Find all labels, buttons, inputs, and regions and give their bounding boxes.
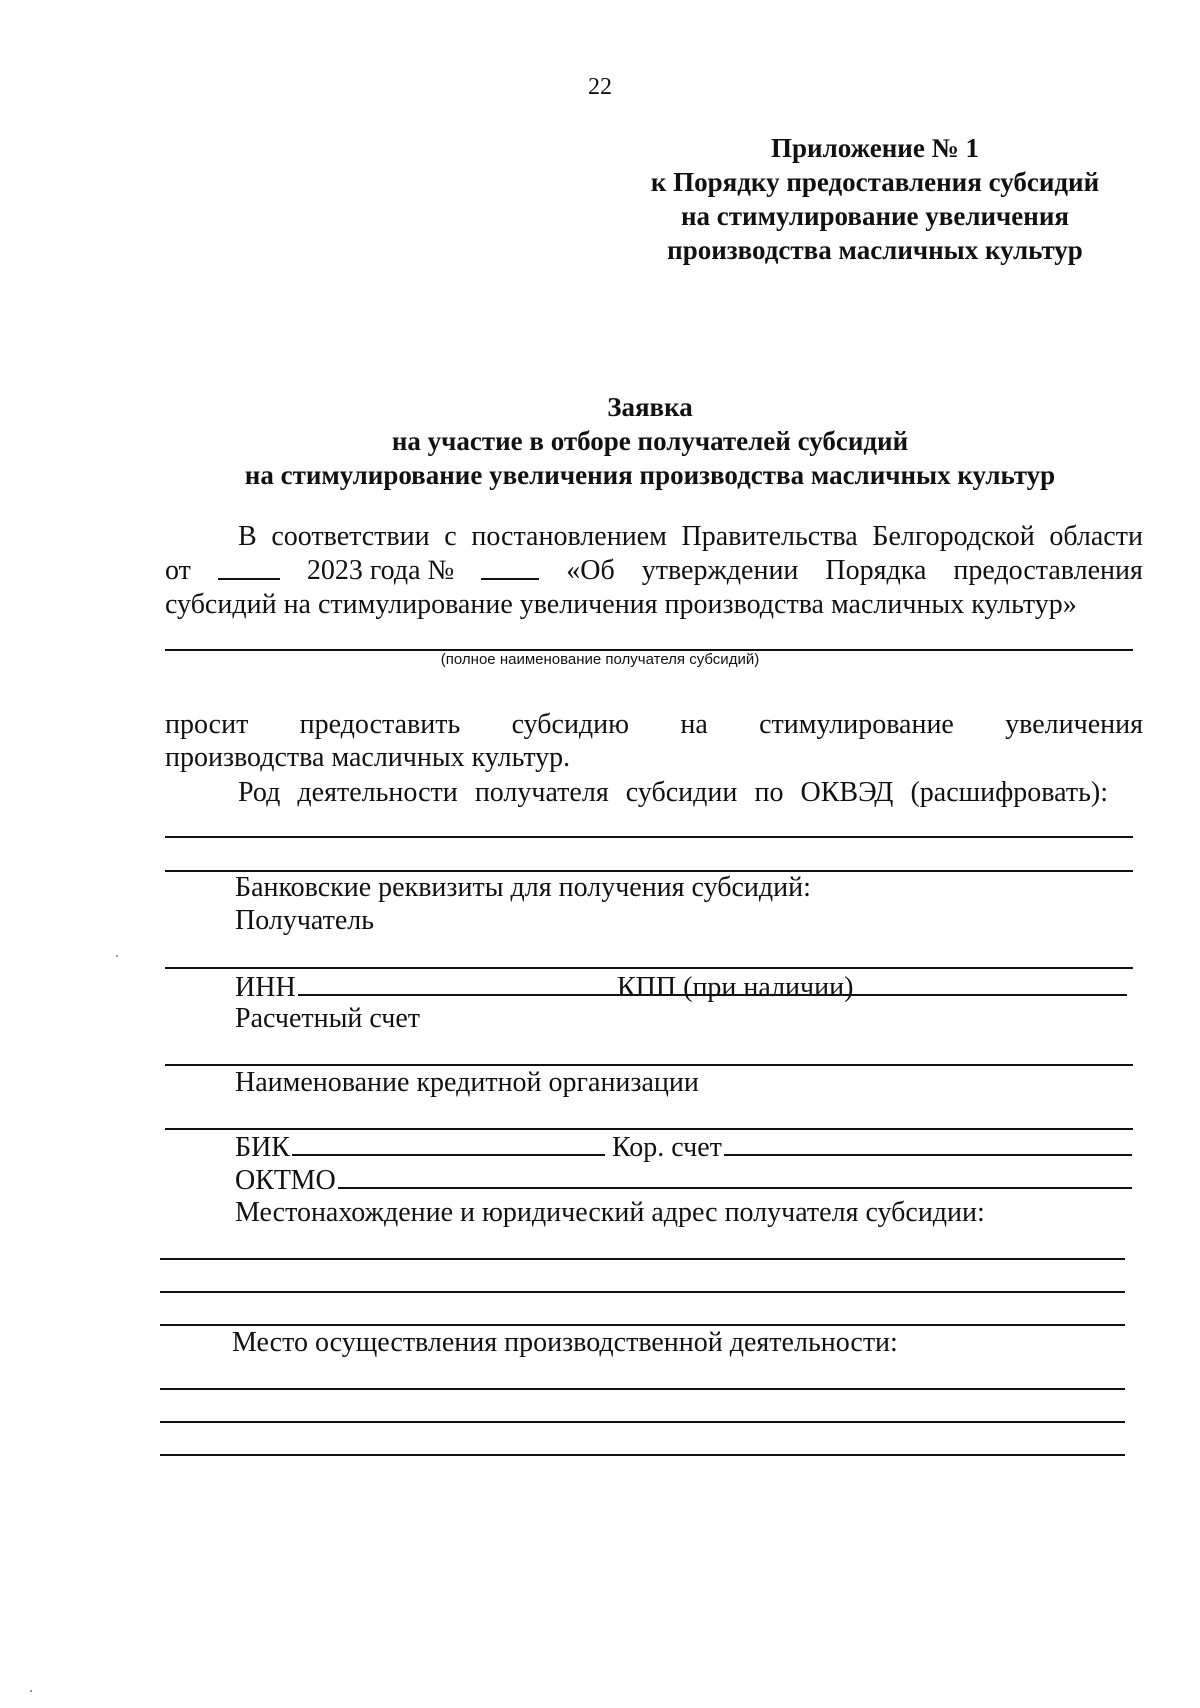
appendix-line-4: производства масличных культур [667,235,1083,265]
number-blank[interactable] [481,554,539,580]
appendix-header [640,131,1110,267]
date-blank[interactable] [218,554,280,580]
corr-input[interactable] [724,1130,1132,1156]
title-line-3: на стимулирование увеличения производства масличных культур [244,460,1056,490]
title-line-1: Заявка [607,392,693,422]
appendix-line-2: к Порядку предоставления субсидий [650,167,1100,197]
intro-line-3: субсидий на стимулирование увеличения производства масличных культур» [165,589,1077,620]
corr-label: Кор. счет [612,1132,722,1163]
inn-label: ИНН [235,972,296,1003]
production-label: Место осуществления производственной деятельности: [232,1327,898,1358]
okved-label: Род деятельности получателя субсидии по ОКВЭД (расшифровать): [238,777,1108,808]
address-line-2[interactable] [160,1291,1125,1293]
appendix-line-1: Приложение № 1 [771,133,979,163]
request-line-2: производства масличных культур. [165,742,571,773]
bik-input[interactable] [292,1130,605,1156]
bik-label: БИК [235,1132,290,1163]
oktmo-label: ОКТМО [235,1165,336,1196]
okved-line-1[interactable] [165,836,1133,838]
production-line-3[interactable] [160,1454,1125,1456]
kpp-field [617,970,1127,1005]
bank-heading: Банковские реквизиты для получения субсидий: [235,872,811,903]
intro-line-1: В соответствии с постановлением Правительства Белгородской области [238,521,1143,552]
recipient-caption: (полное наименование получателя субсидий) [440,651,760,668]
recipient-line[interactable] [165,967,1133,969]
address-line-1[interactable] [160,1258,1125,1260]
request-line-1: просит предоставить субсидию на стимулирование увеличения [165,709,1143,740]
bik-field [235,1130,605,1165]
production-line-1[interactable] [160,1388,1125,1390]
credit-org-label: Наименование кредитной организации [235,1067,699,1098]
corr-field [612,1130,1132,1165]
oktmo-field [235,1163,1132,1198]
scan-speck [30,1690,32,1692]
recipient-label: Получатель [235,905,375,936]
scan-speck [116,955,118,957]
page-number: 22 [588,74,612,100]
account-label: Расчетный счет [235,1003,421,1034]
document-title [150,390,1150,492]
appendix-line-3: на стимулирование увеличения [680,201,1069,231]
title-line-2: на участие в отборе получателей субсидий [391,426,909,456]
address-label: Местонахождение и юридический адрес получателя субсидии: [235,1197,985,1228]
oktmo-input[interactable] [338,1163,1132,1189]
kpp-input[interactable] [855,970,1127,996]
production-line-2[interactable] [160,1421,1125,1423]
intro-line-2: от 2023 года № «Об утверждении Порядка предоставления [165,555,1143,586]
kpp-label: КПП (при наличии) [617,972,854,1003]
